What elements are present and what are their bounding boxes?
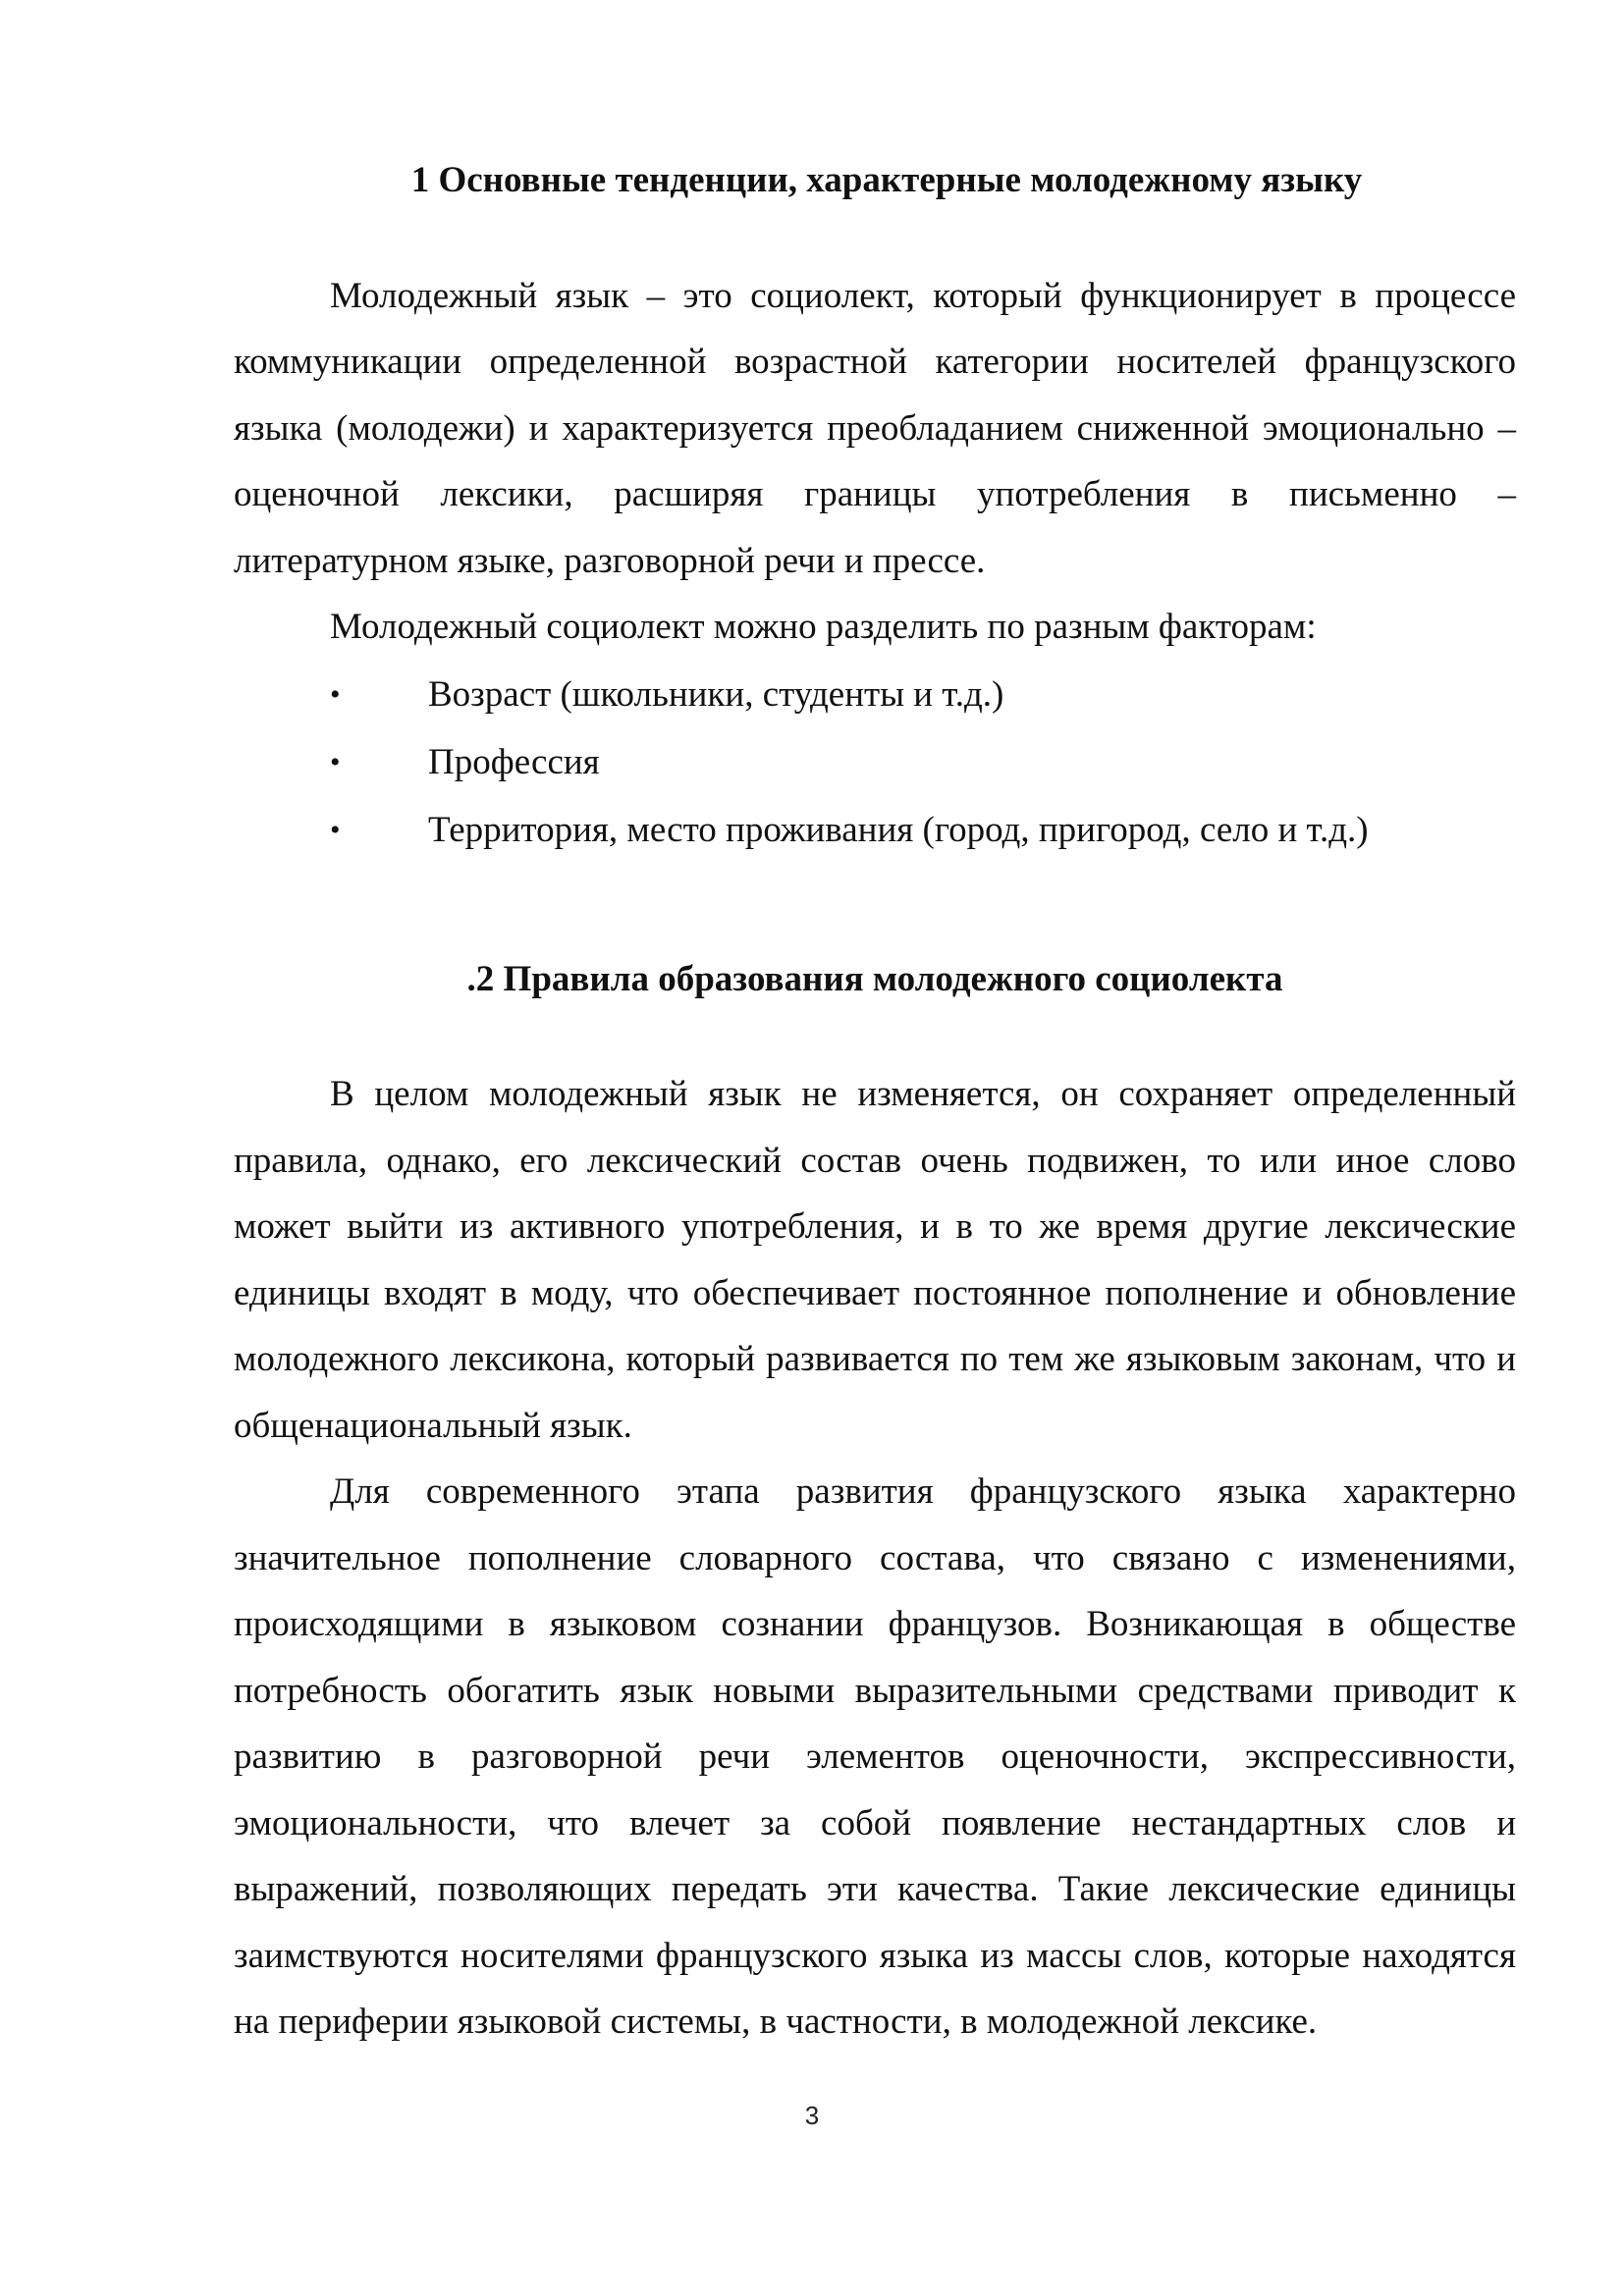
bullet-icon: • [330, 677, 341, 711]
page-number: 3 [804, 2101, 820, 2130]
section-2-heading: .2 Правила образования молодежного социолекта [466, 958, 1283, 999]
list-item-text: Профессия [428, 741, 600, 782]
section-2-paragraph-2: Для современного этапа развития французского языка характерно значительное пополнение словарного состава, что связано с изменениями, происходящими в языковом сознании французов. Возникающая в обществе потребность обогатить язык новыми выразительными средствами приводит к развитию в разговорной речи элементов оценочности, экспрессивности, эмоциональности, что влечет за собой появление нестандартных слов и выражений, позволяющих передать эти качества. Такие лексические единицы заимствуются носителями французского языка из массы слов, которые находятся на периферии языковой системы, в частности, в молодежной лексике. [234, 1471, 1516, 2042]
spacer [234, 214, 1516, 263]
bullet-icon: • [330, 745, 341, 778]
section-1-paragraph-2: Молодежный социолект можно разделить по разным факторам: [330, 607, 1317, 647]
section-2-paragraph-1: В целом молодежный язык не изменяется, он сохраняет определенный правила, однако, его лексический состав очень подвижен, то или иное слово может выйти из активного употребления, и в то же время другие лексические единицы входят в моду, что обеспечивает постоянное пополнение и обновление молодежного лексикона, который развивается по тем же языковым законам, что и общенациональный язык. [234, 1074, 1516, 1446]
list-item-text: Территория, место проживания (город, пригород, село и т.д.) [428, 809, 1369, 850]
section-1-heading: 1 Основные тенденции, характерные молодежному языку [410, 160, 1363, 200]
list-item [234, 796, 1516, 864]
section-1-paragraph-1: Молодежный язык – это социолект, который функционирует в процессе коммуникации определенной возрастной категории носителей французского языка (молодежи) и характеризуется преобладанием сниженной эмоционально – оценочной лексики, расширяя границы употребления в письменно – литературном языке, разговорной речи и прессе. [234, 275, 1516, 581]
list-item [234, 661, 1516, 728]
spacer [234, 1012, 1516, 1061]
list-item-text: Возраст (школьники, студенты и т.д.) [428, 673, 1004, 715]
page-content [234, 147, 1516, 2056]
bullet-icon: • [330, 813, 341, 846]
spacer [234, 864, 1516, 946]
list-item [234, 728, 1516, 796]
factors-list [234, 661, 1516, 864]
